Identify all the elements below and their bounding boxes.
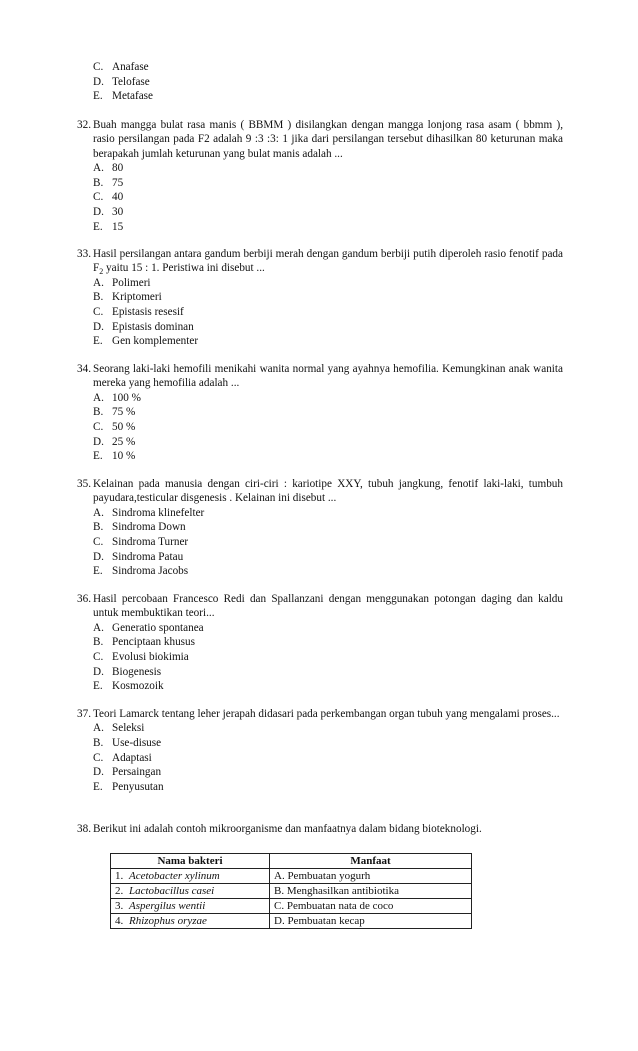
table-row <box>111 899 472 914</box>
header-nama-bakteri: Nama bakteri <box>111 854 270 869</box>
option-b: B. Use-disuse <box>93 737 162 749</box>
bacteria-cell: 2. Lactobacillus casei <box>111 884 270 899</box>
question-number: 38. <box>77 823 91 835</box>
header-manfaat: Manfaat <box>270 854 472 869</box>
question-text: Teori Lamarck tentang leher jerapah didasari pada perkembangan organ tubuh yang mengalami proses... <box>93 708 560 720</box>
question-text: Berikut ini adalah contoh mikroorganisme dan manfaatnya dalam bidang bioteknologi. <box>93 823 482 835</box>
question-32 <box>77 118 563 234</box>
question-text: Buah mangga bulat rasa manis ( BBMM ) disilangkan dengan mangga lonjong rasa asam ( bbmm ), rasio persilangan pada F2 adalah 9 :3 :3: 1 jika dari persilangan tersebut dihasilkan 80 keturunan maka berapakah jumlah keturunan yang bulat manis adalah ... <box>93 119 563 160</box>
option-d: D. Epistasis dominan <box>93 320 194 333</box>
question-text: Hasil persilangan antara gandum berbiji merah dengan gandum berbiji putih diperoleh rasio fenotif pada $F_2$ yaitu 15 : 1. Peristiwa ini disebut ... <box>93 248 563 277</box>
option-b: B. Penciptaan khusus <box>93 636 195 649</box>
option-c: C. Adaptasi <box>93 751 152 764</box>
question-number: 34. <box>77 363 91 375</box>
option-c: C. 50 % <box>93 421 136 433</box>
question-35 <box>77 477 563 579</box>
option-e: E. Kosmozoik <box>93 680 164 693</box>
answer-options <box>93 721 563 794</box>
option-a: A. 80 <box>93 162 124 175</box>
benefit-cell: C. Pembuatan nata de coco <box>270 899 472 914</box>
benefit-cell: A. Pembuatan yogurh <box>270 869 472 884</box>
benefit-cell: D. Pembuatan kecap <box>270 914 472 929</box>
question-34 <box>77 362 563 464</box>
question-number: 36. <box>77 593 91 605</box>
option-d: D. 30 <box>93 206 124 218</box>
answer-options <box>93 621 563 694</box>
option-e: E. Penyusutan <box>93 780 164 793</box>
option-d: D. Persaingan <box>93 766 162 779</box>
table-header-row <box>111 854 472 869</box>
option-c: C. 40 <box>93 191 124 204</box>
option-a: A. Sindroma klinefelter <box>93 506 205 519</box>
question-37 <box>77 707 563 794</box>
question-33 <box>77 247 563 349</box>
option-d: D. Telofase <box>93 75 150 88</box>
option-e: E. 15 <box>93 220 124 233</box>
question-number: 33. <box>77 248 91 260</box>
option-d: D. Biogenesis <box>93 665 162 678</box>
option-a: A. Generatio spontanea <box>93 621 204 634</box>
option-e: E. Metafase <box>93 90 153 103</box>
option-e: E. Sindroma Jacobs <box>93 565 189 578</box>
table-row <box>111 914 472 929</box>
question-38 <box>77 822 563 836</box>
option-b: B. 75 % <box>93 406 136 419</box>
table-row <box>111 869 472 884</box>
answer-options <box>93 391 563 464</box>
option-c: C. Epistasis resesif <box>93 306 184 318</box>
option-a: A. 100 % <box>93 391 141 404</box>
question-text: Seorang laki-laki hemofili menikahi wanita normal yang ayahnya hemofilia. Kemungkinan anak wanita mereka yang hemofilia adalah ... <box>93 363 563 390</box>
option-d: D. 25 % <box>93 435 136 448</box>
table-row <box>111 884 472 899</box>
option-b: B. Kriptomeri <box>93 291 162 304</box>
option-b: B. 75 <box>93 176 124 189</box>
option-e: E. Gen komplementer <box>93 335 199 348</box>
option-e: E. 10 % <box>93 450 136 463</box>
benefit-cell: B. Menghasilkan antibiotika <box>270 884 472 899</box>
option-d: D. Sindroma Patau <box>93 550 184 563</box>
answer-options <box>93 506 563 579</box>
question-text: Hasil percobaan Francesco Redi dan Spallanzani dengan menggunakan potongan daging dan kaldu untuk membuktikan teori... <box>93 593 563 620</box>
question-36 <box>77 592 563 694</box>
question-text: Kelainan pada manusia dengan ciri-ciri : kariotipe XXY, tubuh jangkung, fenotif laki-laki, tumbuh payudara,testicular disgenesis . Kelainan ini disebut ... <box>93 478 563 505</box>
question-number: 37. <box>77 708 91 720</box>
option-a: A. Seleksi <box>93 722 145 735</box>
option-c: C. Anafase <box>93 61 149 73</box>
option-a: A. Polimeri <box>93 276 151 289</box>
question-number: 35. <box>77 478 91 490</box>
option-b: B. Sindroma Down <box>93 521 186 534</box>
microorganism-table <box>110 853 472 929</box>
question-number: 32. <box>77 119 91 131</box>
previous-question-options <box>93 60 573 104</box>
answer-options <box>93 276 563 349</box>
bacteria-cell: 1. Acetobacter xylinum <box>111 869 270 884</box>
answer-options <box>93 161 563 234</box>
bacteria-cell: 3. Aspergilus wentii <box>111 899 270 914</box>
option-c: C. Sindroma Turner <box>93 536 189 548</box>
bacteria-cell: 4. Rhizophus oryzae <box>111 914 270 929</box>
option-c: C. Evolusi biokimia <box>93 651 189 663</box>
